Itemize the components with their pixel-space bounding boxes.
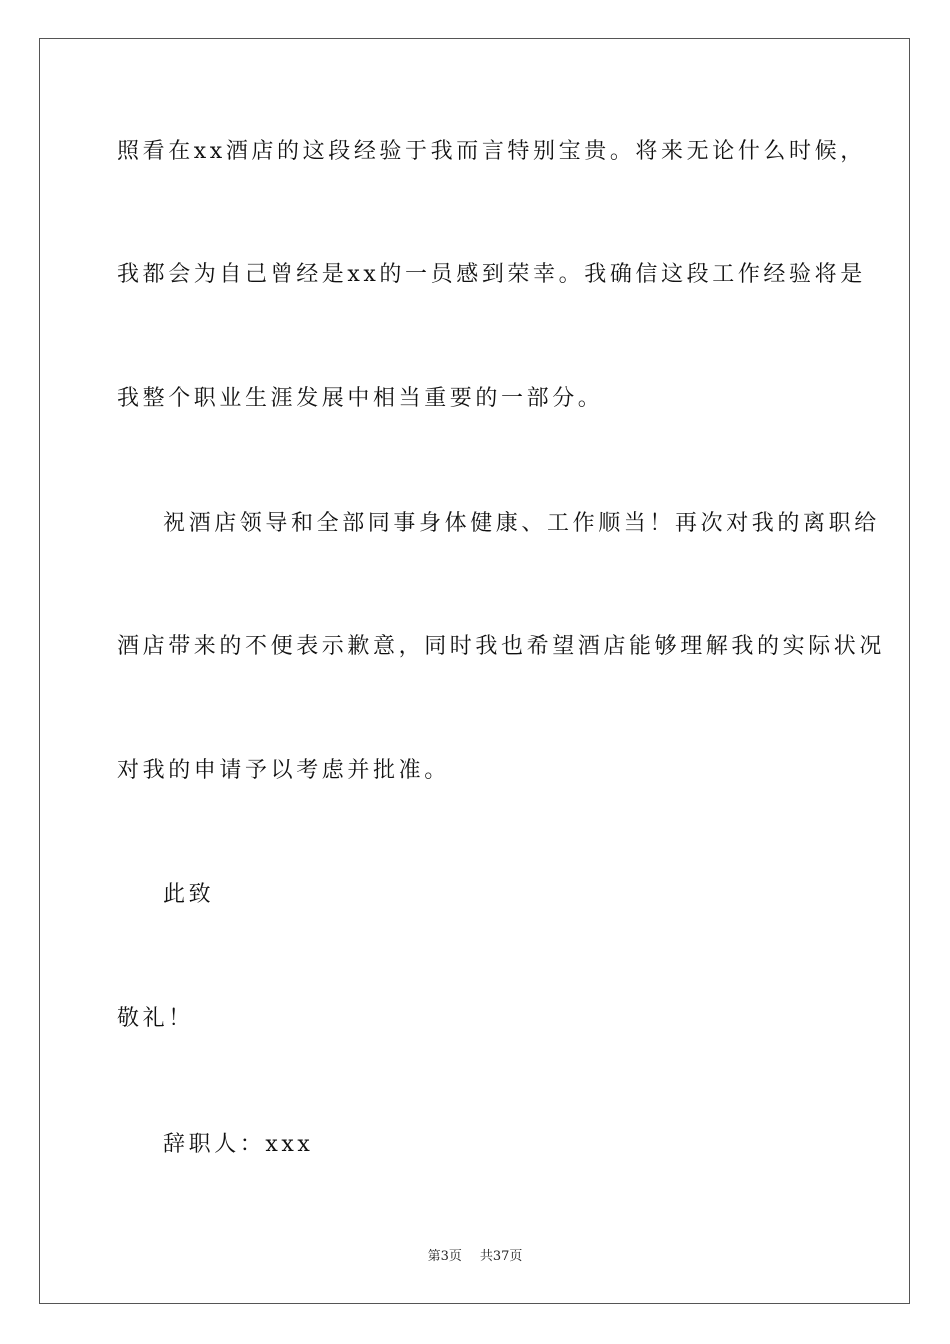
page-total: 共37页 bbox=[479, 1249, 523, 1264]
body-line-1: 照看在xx酒店的这段经验于我而言特别宝贵。将来无论什么时候， bbox=[117, 139, 866, 164]
page-number: 第3页 bbox=[427, 1249, 462, 1264]
page-footer bbox=[0, 1248, 950, 1266]
body-line-4: 祝酒店领导和全部同事身体健康、工作顺当！再次对我的离职给 bbox=[163, 511, 880, 536]
closing-regards: 敬礼！ bbox=[117, 1006, 194, 1031]
body-line-3: 我整个职业生涯发展中相当重要的一部分。 bbox=[117, 386, 604, 411]
closing-salutation: 此致 bbox=[163, 882, 215, 907]
page-border bbox=[39, 38, 910, 1304]
body-line-2: 我都会为自己曾经是xx的一员感到荣幸。我确信这段工作经验将是 bbox=[117, 262, 866, 287]
signature-line: 辞职人：xxx bbox=[163, 1132, 314, 1157]
body-line-6: 对我的申请予以考虑并批准。 bbox=[117, 758, 450, 783]
body-line-5: 酒店带来的不便表示歉意，同时我也希望酒店能够理解我的实际状况 bbox=[117, 634, 886, 659]
